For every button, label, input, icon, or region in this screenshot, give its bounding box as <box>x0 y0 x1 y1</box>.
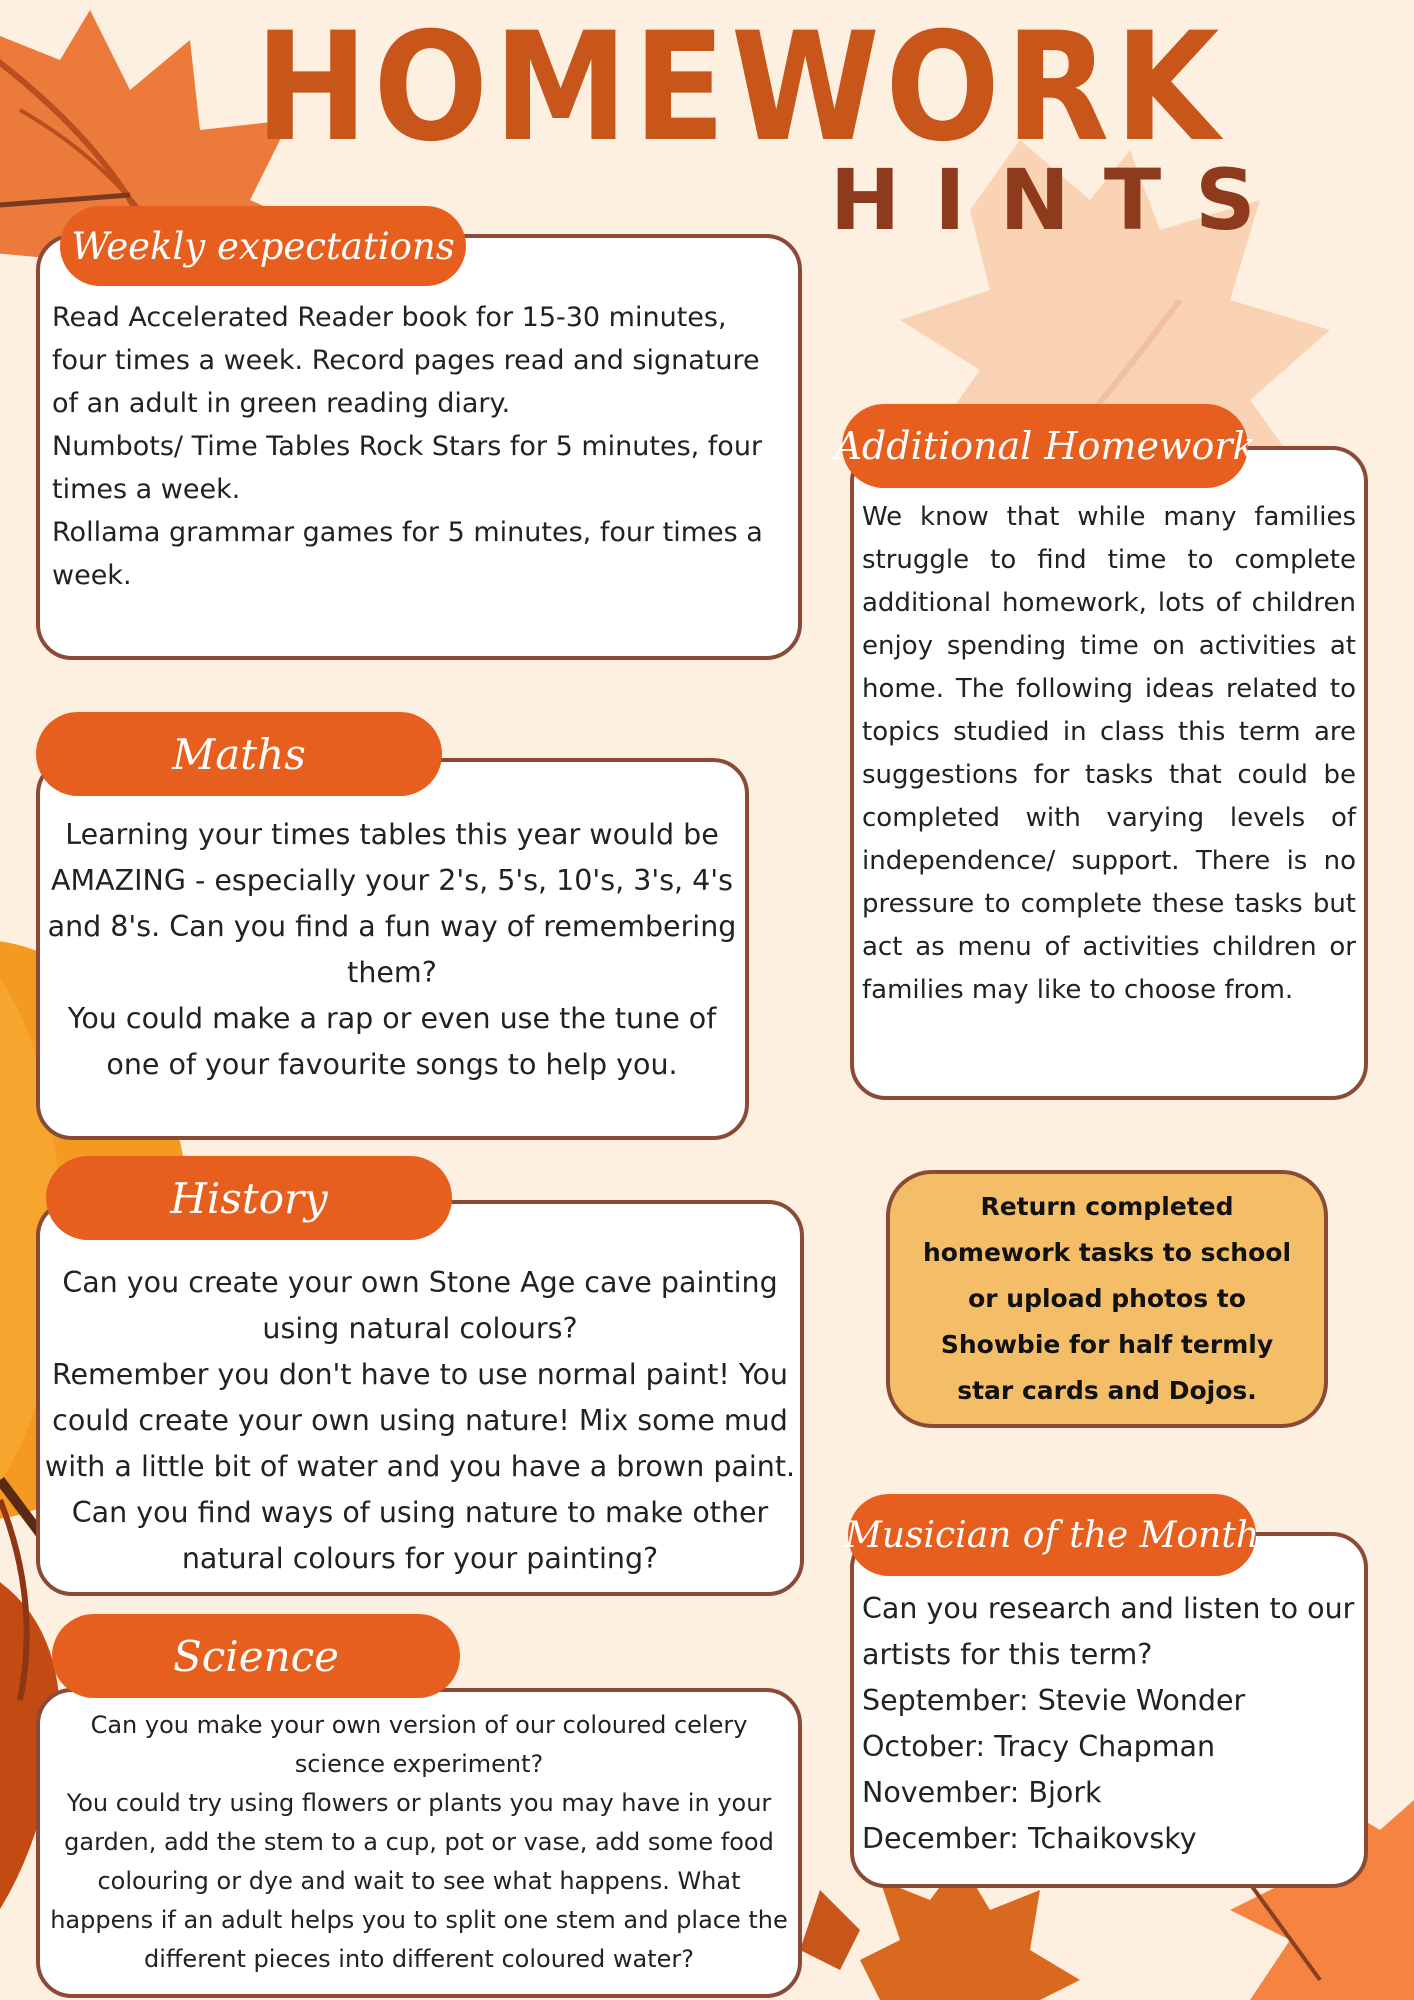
maths-line-tables: Learning your times tables this year would be AMAZING - especially your 2's, 5's, 10's, 3's, 4's and 8's. Can you find a fun way of remembering them? <box>47 818 737 989</box>
return-homework-text: Return completed homework tasks to school or upload photos to Showbie for half termly star cards and Dojos. <box>922 1192 1292 1405</box>
science-text <box>44 1706 794 1979</box>
musician-line-november: November: Bjork <box>862 1776 1102 1809</box>
science-heading: Science <box>52 1614 460 1698</box>
musician-line-december: December: Tchaikovsky <box>862 1822 1197 1855</box>
page-subtitle: HINTS <box>830 151 1290 249</box>
history-line-nature: Remember you don't have to use normal paint! You could create your own using nature! Mix some mud with a little bit of water and you have a brown paint. Can you find ways of using nature to make other natural colours for your painting? <box>44 1358 796 1575</box>
return-homework-note <box>886 1170 1328 1428</box>
weekly-expectations-heading: Weekly expectations <box>60 206 466 286</box>
weekly-expectations-text <box>52 296 782 597</box>
musician-heading: Musician of the Month <box>848 1494 1256 1576</box>
musician-text <box>862 1586 1358 1862</box>
maths-text <box>44 812 740 1088</box>
musician-line-intro: Can you research and listen to our artists for this term? <box>862 1592 1355 1671</box>
weekly-line-numbots: Numbots/ Time Tables Rock Stars for 5 minutes, four times a week. <box>52 431 763 505</box>
science-line-celery: Can you make your own version of our coloured celery science experiment? <box>90 1711 748 1778</box>
additional-homework-text: We know that while many families struggle to find time to complete additional homework, lots of children enjoy spending time on activities at home. The following ideas related to topics studied in class this term are suggestions for tasks that could be completed with varying levels of independence/ support. There is no pressure to complete these tasks but act as menu of activities children or families may like to choose from. <box>862 502 1356 1005</box>
history-text <box>44 1260 796 1582</box>
additional-homework-heading: Additional Homework <box>842 404 1248 488</box>
history-heading: History <box>46 1156 452 1240</box>
musician-line-september: September: Stevie Wonder <box>862 1684 1246 1717</box>
maths-line-rap: You could make a rap or even use the tune of one of your favourite songs to help you. <box>67 1002 717 1081</box>
weekly-line-rollama: Rollama grammar games for 5 minutes, four times a week. <box>52 517 763 591</box>
page-title: HOMEWORK <box>255 1 1225 175</box>
weekly-line-reading: Read Accelerated Reader book for 15-30 minutes, four times a week. Record pages read and signature of an adult in green reading diary. <box>52 302 760 419</box>
maths-heading: Maths <box>36 712 442 796</box>
science-line-flowers: You could try using flowers or plants you may have in your garden, add the stem to a cup, pot or vase, add some food colouring or dye and wait to see what happens. What happens if an adult helps you to split one stem and place the different pieces into different coloured water? <box>50 1789 788 1973</box>
musician-line-october: October: Tracy Chapman <box>862 1730 1216 1763</box>
history-line-cave: Can you create your own Stone Age cave painting using natural colours? <box>62 1266 778 1345</box>
